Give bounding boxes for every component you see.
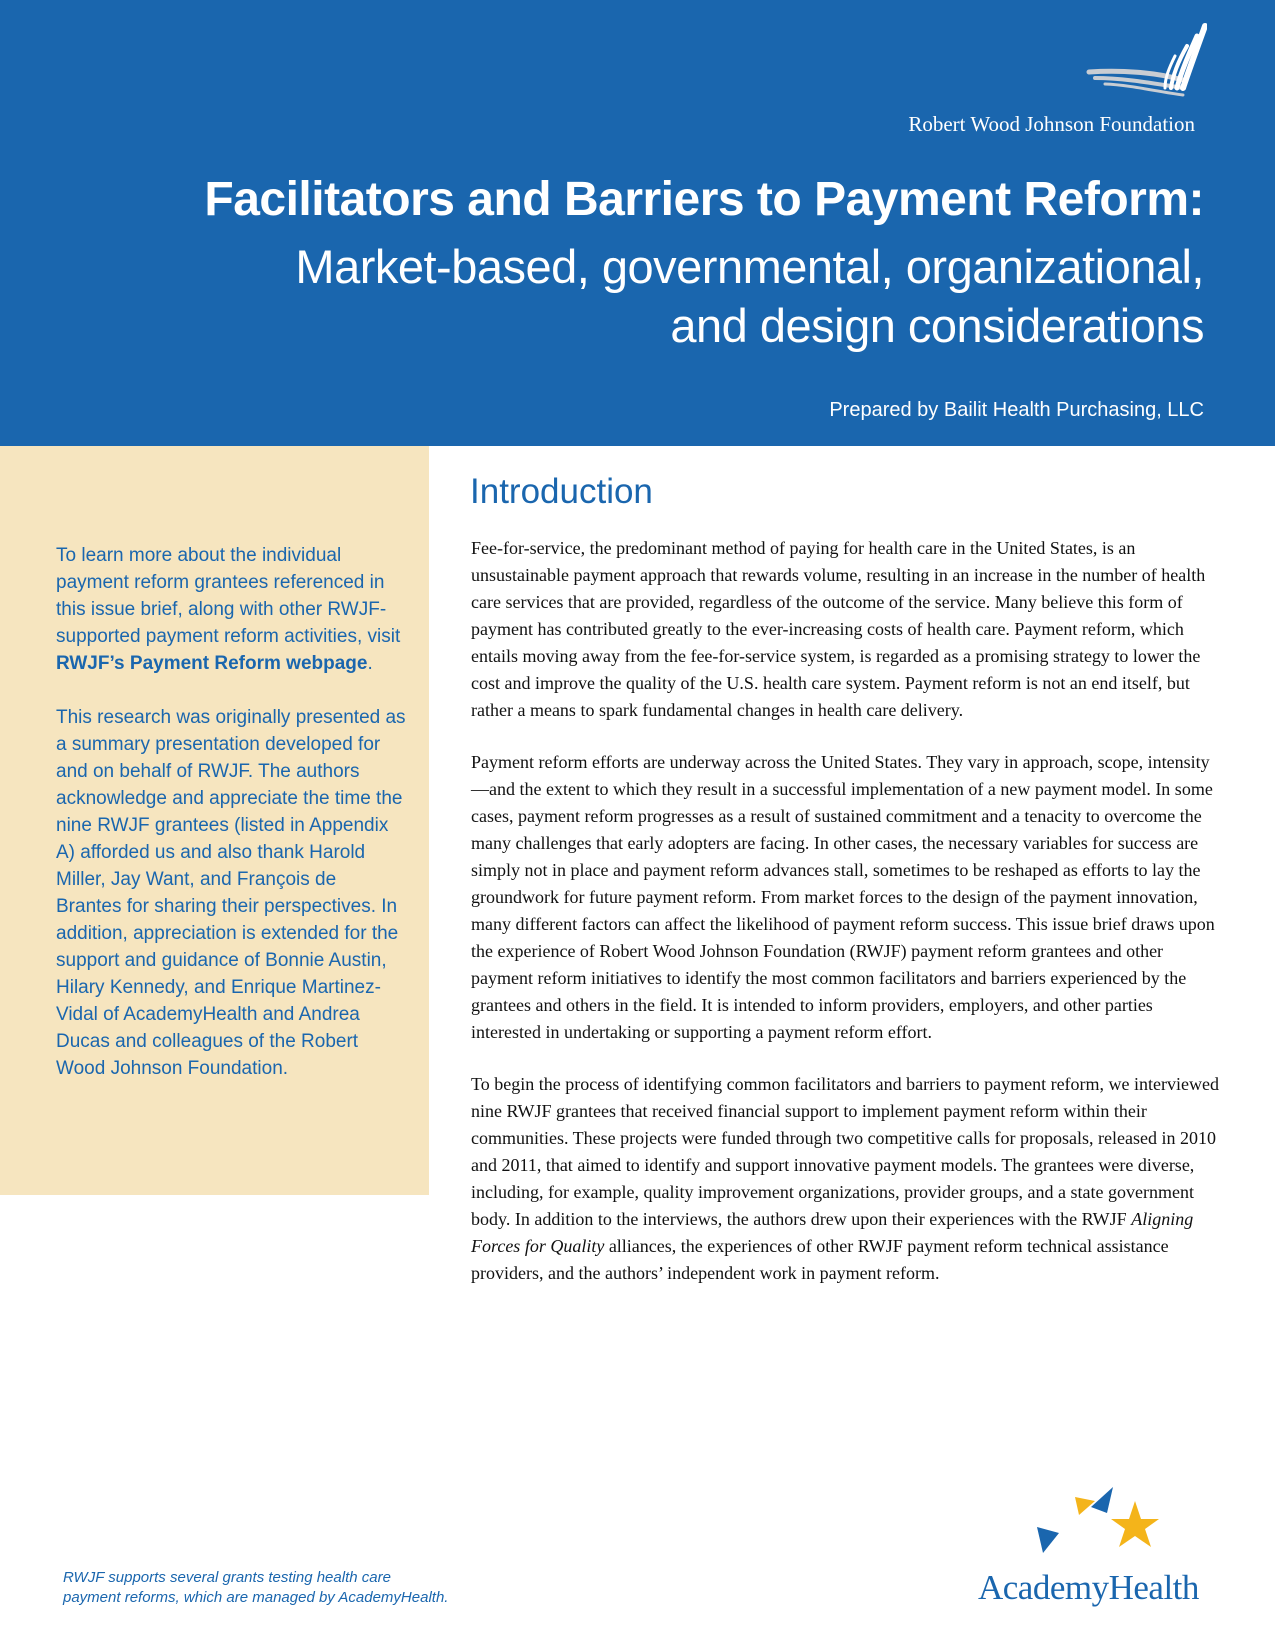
academyhealth-logo-text: AcademyHealth [978, 1568, 1199, 1607]
body-paragraph-text: alliances, the experiences of other RWJF payment reform technical assistance providers, and the authors’ independent work in payment reform. [471, 1236, 1169, 1283]
footnote [63, 1568, 448, 1608]
body-paragraph [471, 1071, 1221, 1287]
body-paragraph: Payment reform efforts are underway across the United States. They vary in approach, scope, intensity—and the extent to which they result in a successful implementation of a new payment model. In some cases, payment reform progresses as a result of sustained commitment and a tenacity to overcome the many challenges that early adopters are facing. In other cases, the necessary variables for success are simply not in place and payment reform advances stall, sometimes to be reshaped as efforts to lay the groundwork for future payment reform. From market forces to the design of the payment innovation, many different factors can affect the likelihood of payment reform success. This issue brief draws upon the experience of Robert Wood Johnson Foundation (RWJF) payment reform grantees and other payment reform initiatives to identify the most common facilitators and barriers experienced by the grantees and others in the field. It is intended to inform providers, employers, and other parties interested in undertaking or supporting a payment reform effort. [471, 752, 1215, 1042]
body-text [471, 535, 1221, 1287]
body-paragraph: Fee-for-service, the predominant method of paying for health care in the United States, is an unsustainable payment approach that rewards volume, resulting in an increase in the number of health care services that are provided, regardless of the outcome of the service. Many believe this form of payment has contributed greatly to the ever-increasing costs of health care. Payment reform, which entails moving away from the fee-for-service system, is regarded as a promising strategy to lower the cost and improve the quality of the U.S. health care system. Payment reform is not an end itself, but rather a means to spark fundamental changes in health care delivery. [471, 538, 1206, 720]
footnote-line: payment reforms, which are managed by AcademyHealth. [63, 1589, 449, 1606]
academyhealth-stars-icon [1035, 1483, 1160, 1563]
page-title: Facilitators and Barriers to Payment Reform: [204, 173, 1204, 226]
org-name: Robert Wood Johnson Foundation [908, 112, 1195, 136]
sidebar-paragraph-end: . [367, 653, 373, 674]
sidebar-paragraph-acknowledgements: This research was originally presented as a summary presentation developed for and on behalf of RWJF. The authors acknowledge and appreciate the time the nine RWJF grantees (listed in Appendix A) afforded us and also thank Harold Miller, Jay Want, and François de Brantes for sharing their perspectives. In addition, appreciation is extended for the support and guidance of Bonnie Austin, Hilary Kennedy, and Enrique Martinez-Vidal of AcademyHealth and Andrea Ducas and colleagues of the Robert Wood Johnson Foundation. [56, 707, 406, 1079]
sidebar-paragraph-text: To learn more about the individual payment reform grantees referenced in this issue brief, along with other RWJF-supported payment reform activities, visit [56, 545, 401, 647]
payment-reform-link[interactable]: RWJF’s Payment Reform webpage [56, 653, 368, 674]
body-paragraph-text: To begin the process of identifying common facilitators and barriers to payment reform, we interviewed nine RWJF grantees that received financial support to implement payment reform within their communities. These projects were funded through two competitive calls for proposals, released in 2010 and 2011, that aimed to identify and support innovative payment models. The grantees were diverse, including, for example, quality improvement organizations, provider groups, and a state government body. In addition to the interviews, the authors drew upon their experiences with the RWJF [471, 1074, 1220, 1229]
subtitle-line: Market-based, governmental, organizational, [295, 240, 1204, 293]
header-banner [0, 0, 1275, 446]
section-heading: Introduction [470, 472, 653, 511]
wing-logo-icon [1085, 22, 1207, 102]
sidebar-paragraph [56, 542, 406, 677]
subtitle-line: and design considerations [670, 299, 1204, 352]
sidebar-text [56, 542, 406, 1082]
page-subtitle [295, 237, 1204, 355]
aligning-forces-title: Aligning Forces for Quality [471, 1209, 1194, 1256]
prepared-by: Prepared by Bailit Health Purchasing, LLC [829, 399, 1204, 421]
footnote-line: RWJF supports several grants testing health care [63, 1569, 391, 1586]
